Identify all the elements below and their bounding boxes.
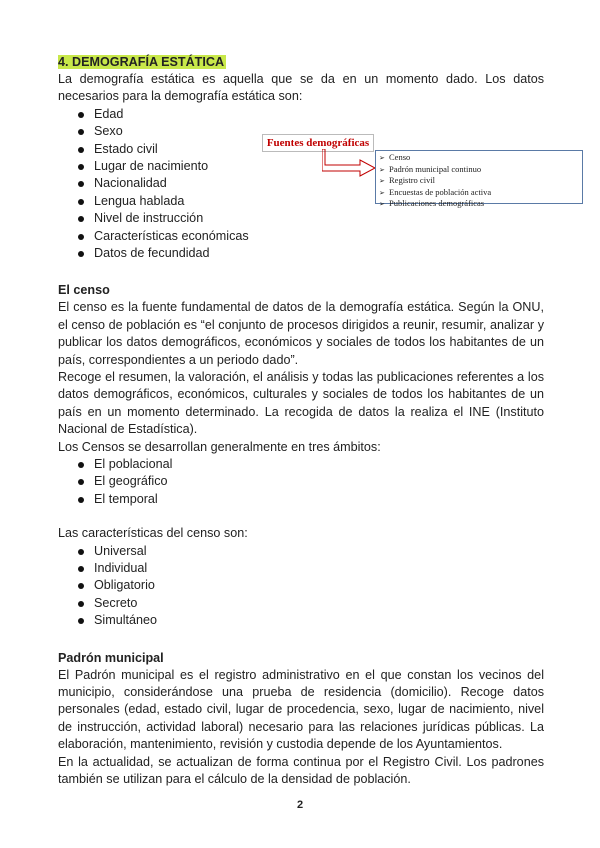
censo-heading: El censo — [58, 283, 110, 298]
censo-caracteristicas-list — [58, 543, 544, 630]
list-item: Obligatorio — [78, 577, 544, 594]
list-item: Sexo — [78, 123, 544, 140]
section-title — [58, 54, 544, 71]
fuentes-item: ➢ Registro civil — [379, 175, 436, 186]
section-title-text: 4. DEMOGRAFÍA ESTÁTICA — [58, 55, 225, 69]
arrow-bullet-icon: ➢ — [379, 200, 385, 209]
list-item: El temporal — [78, 491, 544, 508]
list-item: Estado civil — [78, 141, 544, 158]
list-item: Datos de fecundidad — [78, 245, 544, 262]
padron-paragraph-2: En la actualidad, se actualizan de forma continua por el Registro Civil. Los padrones también se utilizan para el cálculo de la densidad de población. — [58, 754, 544, 786]
list-item: Individual — [78, 560, 544, 577]
list-item: Edad — [78, 106, 544, 123]
list-item: Nivel de instrucción — [78, 210, 544, 227]
page-number: 2 — [296, 799, 304, 811]
padron-paragraph-1: El Padrón municipal es el registro administrativo en el que constan los vecinos del municipio, considerándose una prueba de residencia (domicilio). Recoge datos personales (edad, estado civil, lugar de procedencia, sexo, lugar de nacimiento, nivel de instrucción, actividad laboral) necesario para las relaciones jurídicas públicas. La elaboración, mantenimiento, revisión y custodia depende de los Ayuntamientos. — [58, 667, 544, 752]
section-intro: La demografía estática es aquella que se da en un momento dado. Los datos necesarios para la demografía estática son: — [58, 72, 544, 104]
list-item: El geográfico — [78, 473, 544, 490]
censo-paragraph-4: Las características del censo son: — [58, 526, 248, 541]
arrow-bullet-icon: ➢ — [379, 177, 385, 186]
fuentes-item: ➢ Publicaciones demográficas — [379, 198, 485, 209]
list-item: El poblacional — [78, 456, 544, 473]
padron-heading: Padrón municipal — [58, 650, 164, 665]
list-item: Universal — [78, 543, 544, 560]
list-item: Simultáneo — [78, 612, 544, 629]
fuentes-item: ➢ Censo — [379, 152, 411, 162]
fuentes-list — [375, 150, 583, 209]
censo-paragraph-1: El censo es la fuente fundamental de datos de la demografía estática. Según la ONU, el censo de población es “el conjunto de procesos dirigidos a reunir, resumir, analizar y publicar los datos demográficos, económicos y sociales de todos los habitantes de un país, correspondientes a un periodo dado”. — [58, 300, 544, 367]
arrow-bullet-icon: ➢ — [379, 188, 385, 197]
fuentes-item: ➢ Padrón municipal continuo — [379, 163, 482, 174]
censo-paragraph-3: Los Censos se desarrollan generalmente en tres ámbitos: — [58, 439, 381, 454]
censo-paragraph-2: Recoge el resumen, la valoración, el análisis y todas las publicaciones referentes a los datos demográficos, económicos, culturales y sociales de todos los habitantes de un país en un momento determinado. La recogida de datos la realiza el INE (Instituto Nacional de Estadística). — [58, 369, 544, 437]
list-item: Lengua hablada — [78, 193, 544, 210]
list-item: Nacionalidad — [78, 175, 544, 192]
fuentes-item: ➢ Encuestas de población activa — [379, 186, 492, 197]
fuentes-title-box: Fuentes demográficas — [262, 134, 374, 152]
censo-ambitos-list — [58, 456, 544, 508]
arrow-right-icon — [322, 149, 378, 179]
list-item: Características económicas — [78, 228, 544, 245]
list-item: Secreto — [78, 595, 544, 612]
arrow-bullet-icon: ➢ — [379, 154, 385, 162]
list-item: Lugar de nacimiento — [78, 158, 544, 175]
arrow-bullet-icon: ➢ — [379, 165, 385, 174]
